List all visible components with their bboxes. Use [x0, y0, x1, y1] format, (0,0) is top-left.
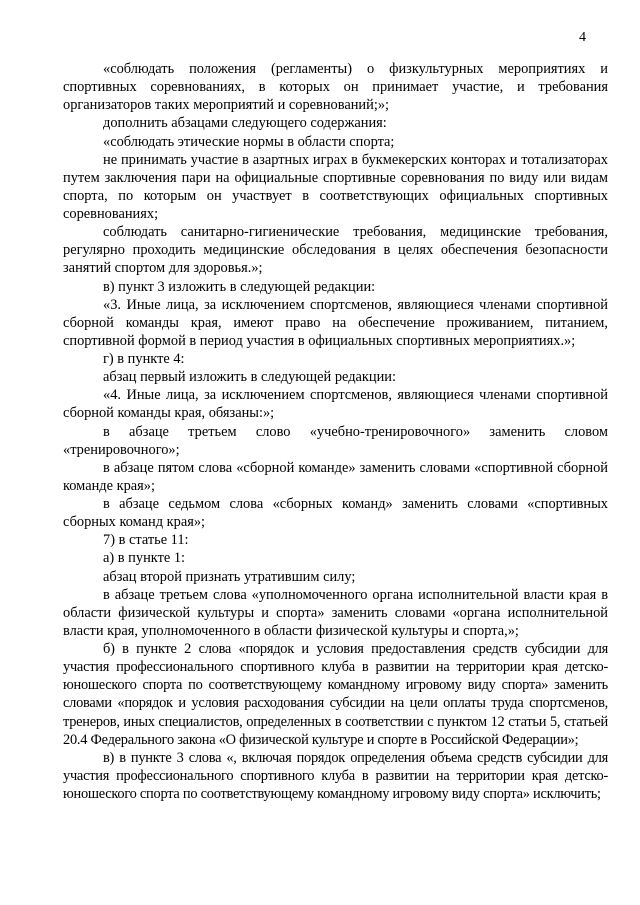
page-number: 4: [579, 30, 586, 45]
paragraph-5: соблюдать санитарно-гигиенические требования, медицинские требования, регулярно проходить медицинские обследования в целях обеспечения безопасности занятий спортом для здоровья.»;: [63, 224, 608, 277]
paragraph-12: в абзаце пятом слова «сборной команде» заменить словами «спортивной сборной команде края»;: [63, 459, 608, 494]
paragraph-1: «соблюдать положения (регламенты) о физкультурных мероприятиях и спортивных соревнованиях, в которых он принимает участие, и требования организаторов таких мероприятий и соревнований;»;: [63, 61, 608, 114]
paragraph-19: в) в пункте 3 слова «, включая порядок определения объема средств субсидии для участия профессионального спортивного клуба в развитии на территории края детско-юношеского спорта по соответствующему командному игровому виду спорта» исключить;: [63, 749, 608, 802]
paragraph-18: б) в пункте 2 слова «порядок и условия предоставления средств субсидии для участия профессионального спортивного клуба в развитии на территории края детско-юношеского спорта по соответствующему командному игровому виду спорта» заменить словами «порядок и условия расходования субсидии на цели оплаты труда спортсменов, тренеров, иных специалистов, определенных в соответствии с пунктом 12 статьи 5, статьей 20.4 Федерального закона «О физической культуре и спорте в Российской Федерации»;: [63, 641, 608, 748]
paragraph-16: абзац второй признать утратившим силу;: [103, 568, 356, 585]
paragraph-9: абзац первый изложить в следующей редакции:: [103, 369, 397, 386]
paragraph-4: не принимать участие в азартных играх в букмекерских конторах и тотализаторах путем заключения пари на официальные спортивные соревнования по виду или видам спорта, по которым он участвует в соответствующих официальных спортивных соревнованиях;: [63, 151, 608, 222]
paragraph-10: «4. Иные лица, за исключением спортсменов, являющиеся членами спортивной сборной команды края, обязаны:»;: [63, 387, 608, 422]
paragraph-13: в абзаце седьмом слова «сборных команд» заменить словами «спортивных сборных команд края»;: [63, 496, 608, 531]
paragraph-8: г) в пункте 4:: [103, 351, 185, 367]
paragraph-11: в абзаце третьем слово «учебно-тренировочного» заменить словом «тренировочного»;: [63, 423, 608, 458]
paragraph-7: «3. Иные лица, за исключением спортсменов, являющиеся членами спортивной сборной команды края, имеют право на обеспечение проживанием, питанием, спортивной формой в период участия в официальных спортивных мероприятиях.»;: [63, 296, 608, 349]
paragraph-3: «соблюдать этические нормы в области спорта;: [103, 133, 395, 150]
paragraph-2: дополнить абзацами следующего содержания:: [103, 115, 387, 132]
paragraph-6: в) пункт 3 изложить в следующей редакции:: [103, 278, 376, 295]
paragraph-17: в абзаце третьем слова «уполномоченного органа исполнительной власти края в области физической культуры и спорта» заменить словами «органа исполнительной власти края, уполномоченного в области физической культуры и спорта,»;: [63, 586, 608, 639]
paragraph-14: 7) в статье 11:: [103, 532, 189, 549]
paragraph-15: а) в пункте 1:: [103, 550, 186, 567]
document-body: [63, 60, 608, 803]
